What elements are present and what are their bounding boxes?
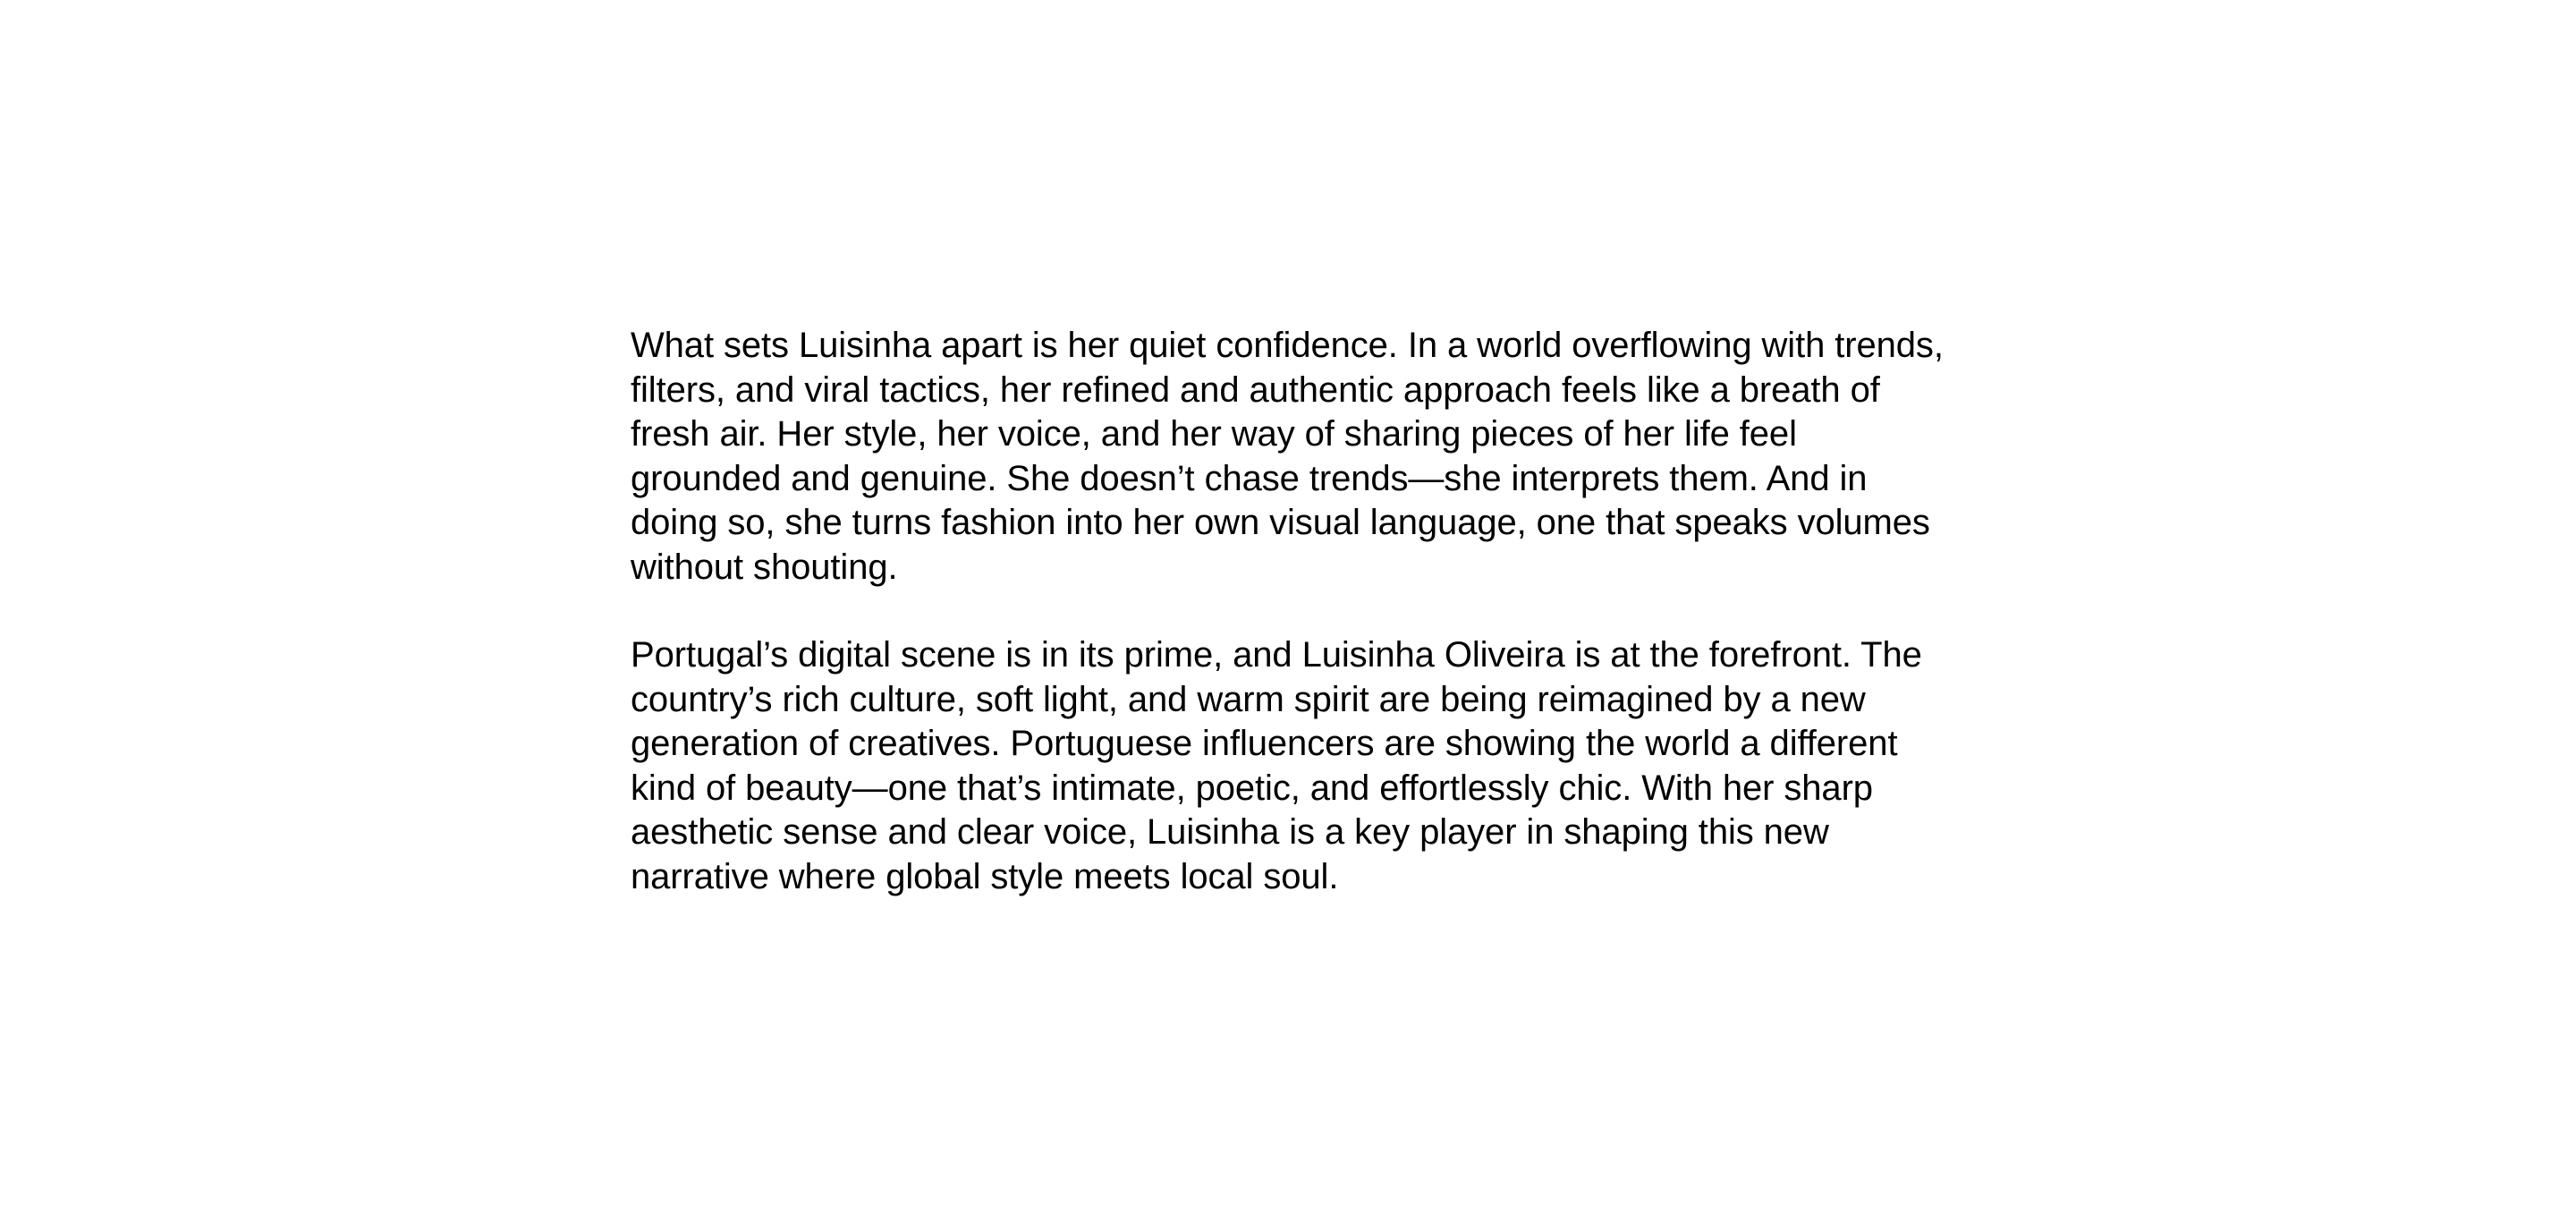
article-paragraph-2: Portugal’s digital scene is in its prime, and Luisinha Oliveira is at the forefront. The country’s rich culture, soft light, and warm spirit are being reimagined by a new generation of creatives. Portuguese influencers are showing the world a different kind of beauty—one that’s intimate, poetic, and effortlessly chic. With her sharp aesthetic sense and clear voice, Luisinha is a key player in shaping this new narrative where global style meets local soul. <box>631 635 1922 896</box>
article-body <box>631 324 1954 899</box>
article-paragraph-1: What sets Luisinha apart is her quiet confidence. In a world overflowing with trends, filters, and viral tactics, her refined and authentic approach feels like a breath of fresh air. Her style, her voice, and her way of sharing pieces of her life feel grounded and genuine. She doesn’t chase trends—she interprets them. And in doing so, she turns fashion into her own visual language, one that speaks volumes without shouting. <box>631 326 1944 587</box>
